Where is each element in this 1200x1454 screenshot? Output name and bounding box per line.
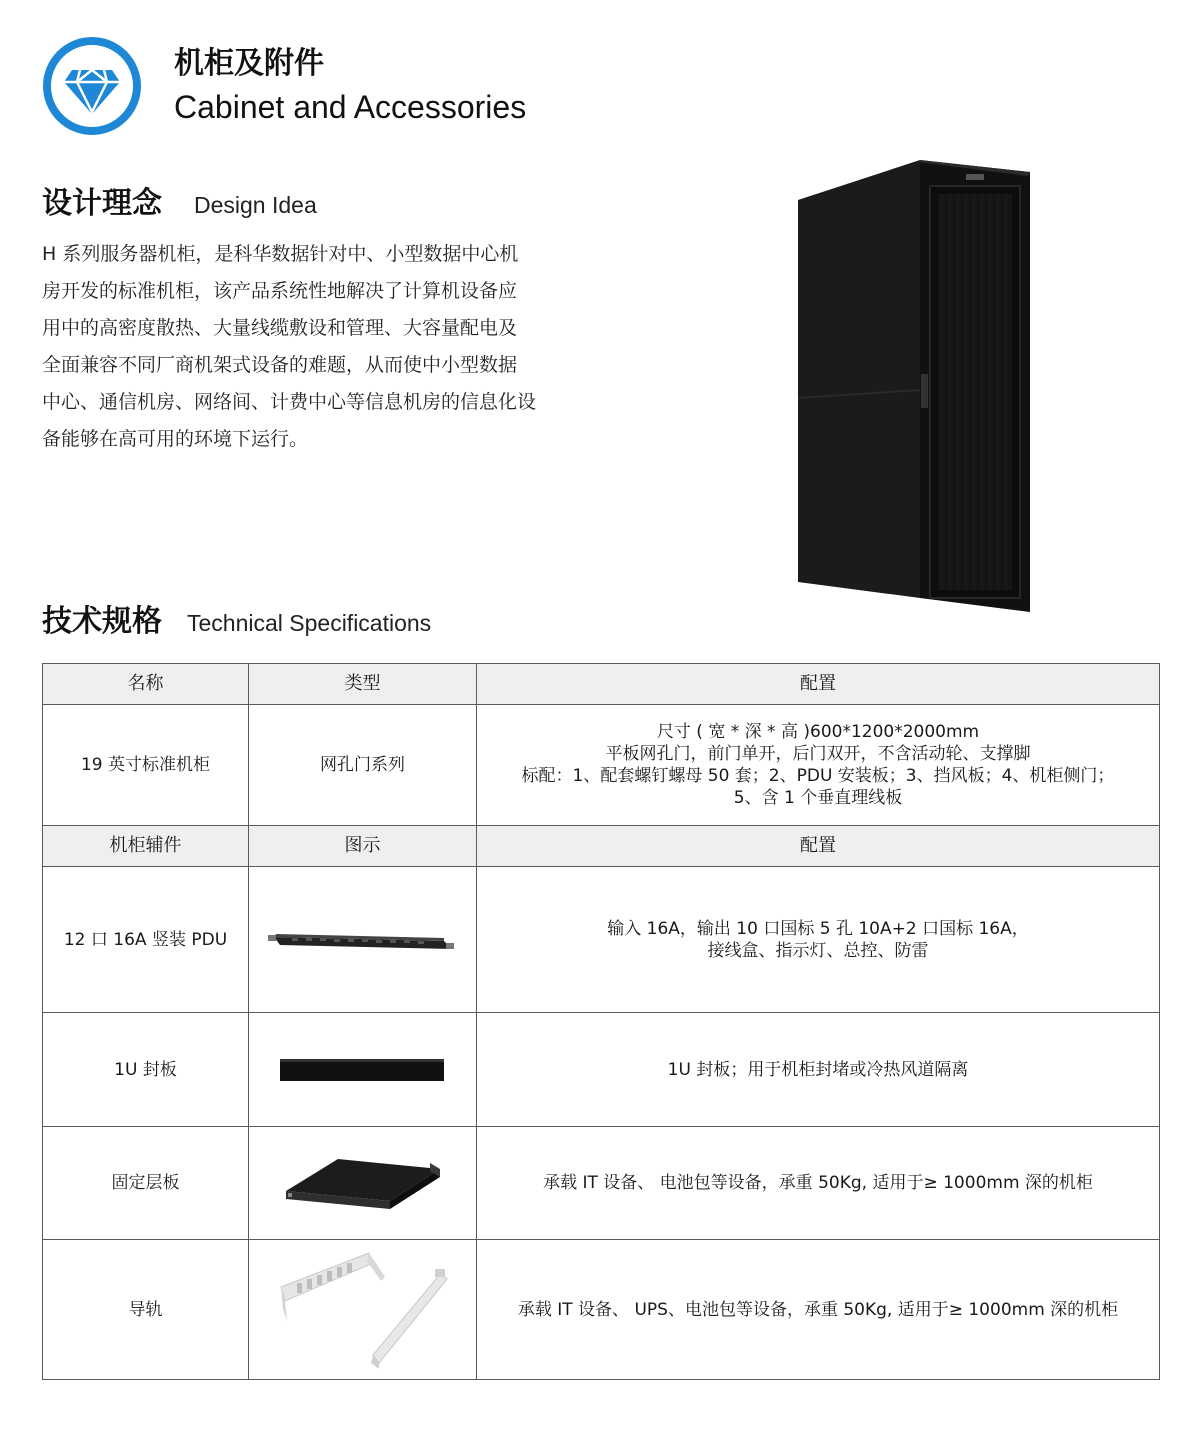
table-row-guide-rail: [43, 1240, 1160, 1380]
fixed-shelf-icon: [278, 1153, 448, 1213]
description-line: 备能够在高可用的环境下运行。: [42, 428, 309, 450]
column-header-config: 配置: [477, 826, 1160, 867]
config-line: 标配：1、配套螺钉螺母 50 套；2、PDU 安装板；3、挡风板；4、机柜侧门；: [521, 766, 1115, 786]
diamond-logo-icon: [42, 36, 142, 136]
accessory-config: [477, 1013, 1160, 1127]
design-heading-zh: 设计理念: [42, 186, 162, 221]
table-row-fixed-shelf: [43, 1127, 1160, 1240]
guide-rail-icon: [273, 1247, 453, 1372]
table-header-row-accessories: [43, 826, 1160, 867]
specs-heading-en: Technical Specifications: [187, 610, 432, 636]
accessory-name: 1U 封板: [43, 1013, 249, 1127]
table-row-pdu: [43, 867, 1160, 1013]
accessory-name: 导轨: [43, 1240, 249, 1380]
column-header-config: 配置: [477, 664, 1160, 705]
cabinet-type: 网孔门系列: [249, 705, 477, 826]
accessory-name: 固定层板: [43, 1127, 249, 1240]
accessory-illustration: [249, 867, 477, 1013]
description-line: 房开发的标准机柜，该产品系统性地解决了计算机设备应: [42, 280, 518, 302]
design-description: [42, 236, 582, 458]
page-title-en: Cabinet and Accessories: [174, 89, 527, 125]
table-row-blank-panel: [43, 1013, 1160, 1127]
column-header-accessory: 机柜辅件: [43, 826, 249, 867]
pdu-strip-icon: [268, 925, 458, 955]
table-header-row: [43, 664, 1160, 705]
description-line: H 系列服务器机柜，是科华数据针对中、小型数据中心机: [42, 243, 519, 265]
cabinet-config: [477, 705, 1160, 826]
accessory-config: [477, 867, 1160, 1013]
column-header-illustration: 图示: [249, 826, 477, 867]
description-line: 用中的高密度散热、大量线缆敷设和管理、大容量配电及: [42, 317, 518, 339]
accessory-illustration: [249, 1240, 477, 1380]
config-line: 1U 封板；用于机柜封堵或冷热风道隔离: [667, 1059, 969, 1080]
column-header-type: 类型: [249, 664, 477, 705]
blank-panel-icon: [278, 1057, 448, 1083]
description-line: 中心、通信机房、网络间、计费中心等信息机房的信息化设: [42, 391, 537, 413]
config-line: 承载 IT 设备、 电池包等设备，承重 50Kg, 适用于≥ 1000mm 深的机柜: [543, 1173, 1093, 1193]
server-cabinet-image: [790, 152, 1040, 622]
config-line: 平板网孔门，前门单开，后门双开，不含活动轮、支撑脚: [605, 744, 1031, 764]
design-heading-en: Design Idea: [194, 192, 317, 218]
table-row-cabinet: [43, 705, 1160, 826]
config-line: 承载 IT 设备、 UPS、电池包等设备，承重 50Kg, 适用于≥ 1000mm 深的机柜: [517, 1299, 1119, 1320]
config-line: 5、含 1 个垂直理线板: [733, 788, 903, 808]
accessory-illustration: [249, 1013, 477, 1127]
accessory-illustration: [249, 1127, 477, 1240]
column-header-name: 名称: [43, 664, 249, 705]
config-line: 尺寸 ( 宽 * 深 * 高 )600*1200*2000mm: [656, 722, 980, 742]
specs-heading-zh: 技术规格: [42, 604, 162, 639]
page-title-zh: 机柜及附件: [174, 46, 324, 81]
config-line: 输入 16A，输出 10 口国标 5 孔 10A+2 口国标 16A，: [607, 918, 1029, 939]
description-line: 全面兼容不同厂商机架式设备的难题，从而使中小型数据: [42, 354, 518, 376]
accessory-config: [477, 1127, 1160, 1240]
accessory-config: [477, 1240, 1160, 1380]
config-line: 接线盒、指示灯、总控、防雷: [707, 940, 929, 961]
accessory-name: 12 口 16A 竖装 PDU: [43, 867, 249, 1013]
specs-table: [42, 663, 1160, 1380]
cabinet-name: 19 英寸标准机柜: [43, 705, 249, 826]
